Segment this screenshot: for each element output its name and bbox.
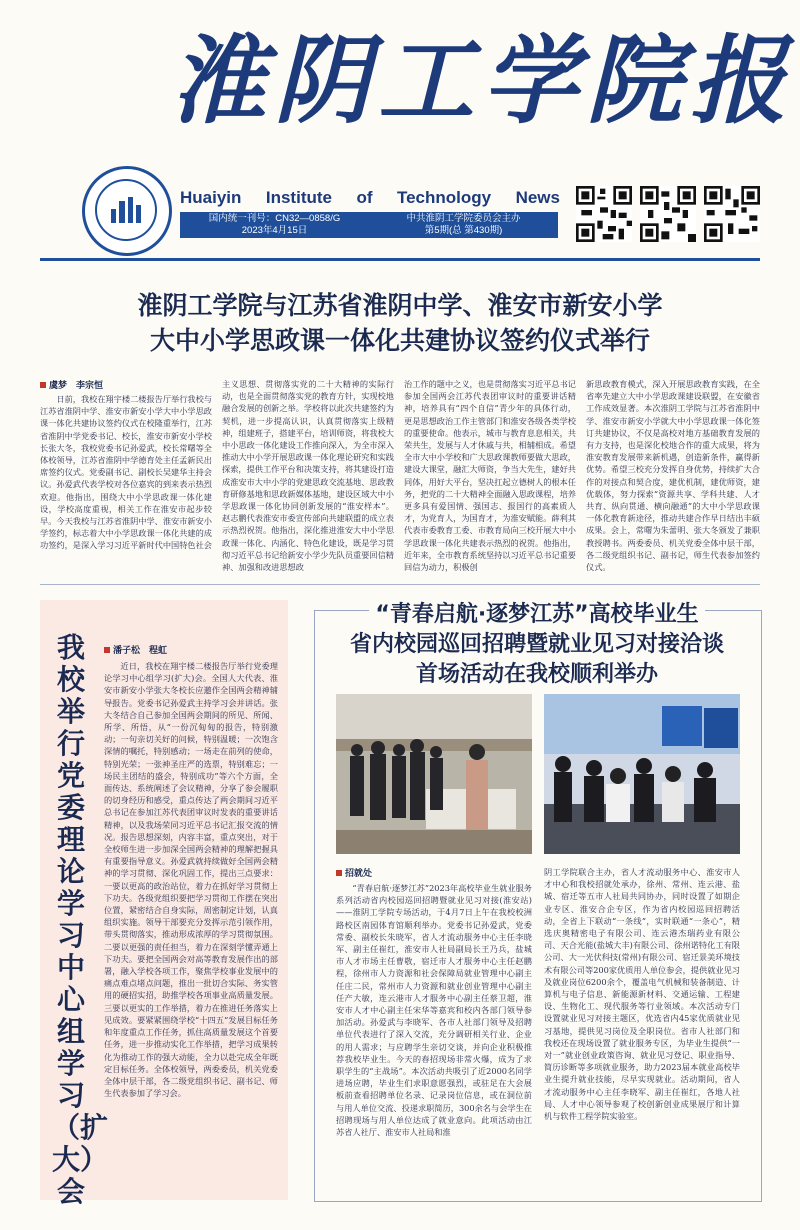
bullet-square-icon xyxy=(336,870,342,876)
masthead-english-name xyxy=(180,188,560,208)
article1-col1-text: 日前，我校在翔宇楼二楼报告厅举行我校与江苏省淮阴中学、淮安市新安小学大中小学思政课一体化共建协议签约仪式在校隆重举行，江苏省淮阴中学党委书记、校长，淮安市新安小学校长张大冬，我校党委书记孙爱武，校长常曙等全体校领导，江苏省淮阴中学德育处主任孟新民出席签约仪式。党委副书记、副校长吴建华主持会议。孙爱武代表学校对各位嘉宾的到来表示热烈欢迎。他指出，围绕大中小学思政课一体化建设，学校高度重视，相关工作在淮安市起步较早。今天我校与江苏省淮阴中学、淮安市新安小学签约，标志着大中小学思政课一体化共建的成功签约，是深入学习习近平新时代中国特色社会 xyxy=(40,394,212,551)
bullet-square-icon xyxy=(104,647,110,653)
masthead-en-word: of xyxy=(356,188,373,207)
issue-date: 2023年4月15日 xyxy=(241,225,308,236)
article3-headline-line: “青春启航·逐梦江苏”高校毕业生 xyxy=(369,600,704,630)
logo-emblem-icon xyxy=(95,179,157,241)
article1-column xyxy=(222,378,394,573)
masthead-divider xyxy=(40,258,760,261)
article1-byline xyxy=(40,378,103,391)
masthead-info-bar xyxy=(180,212,558,238)
article2-column xyxy=(104,660,278,1188)
job-fair-photo-1 xyxy=(336,694,532,854)
article1-column xyxy=(40,393,212,573)
university-logo xyxy=(82,166,172,256)
publisher: 中共淮阴工学院委员会主办 xyxy=(406,213,521,224)
qr-code-icon xyxy=(704,186,760,242)
masthead-en-word: Huaiyin xyxy=(180,188,242,207)
article2-vertical-title: 我校举行党委理论学习中心组学习（扩大）会 xyxy=(52,631,109,1208)
article1-column xyxy=(586,378,760,573)
article3-column xyxy=(544,866,740,1192)
article1-headline-line: 大中小学思政课一体化共建协议签约仪式举行 xyxy=(149,326,650,355)
article3-byline-text: 招就处 xyxy=(345,869,373,879)
article3-col1-text: “青春启航·逐梦江苏”2023年高校毕业生就业服务系列活动省内校园巡回招聘暨就业见习对接(淮安站)——淮阴工学院专场活动，于4月7日上午在我校校洲路校区南园体育馆顺利举办。党委书记孙爱武，党委常委、副校长朱晓军，省人才流动服务中心主任李晓军、副主任崔红，淮安市人社局副局长王乃兵，盐城市人才市场主任曹敬，宿迁市人才服务中心主任赵鹏程，徐州市人力资源和社会保障局就业管理中心副主任庄二民，常州市人力资源和就业创业管理中心副主任产大敏，连云港市人才服务中心副主任蔡卫超，淮安市人才中心副主任宋华等嘉宾和校内各部门领导参加活动。孙爱武与李晓军、各市人社部门领导及招聘单位代表进行了深入交流，充分调研相关行业、企业的用人需求；与应聘学生亲切交谈，并向企业积极推荐我校毕业生。今天的春招现场非常火爆，成为了求职学生的“主战场”。本次活动共吸引了近2000名同学进场应聘，毕业生们求职意愿强烈，或驻足在大会展板前查看招聘单位名录、记录岗位信息，或在洞位前与用人单位交流、投递求职简历，300余名与会学生在招聘现场与用人单位达成了就业意向。此项活动由江苏省人社厅、淮安市人社局和淮 xyxy=(336,883,532,1138)
article3-column xyxy=(336,882,532,1192)
issn-number: 国内统一刊号：CN32—0858/G xyxy=(208,213,341,224)
article1-col4-text: 新思政教育模式，深入开展思政教育实践，在全省率先建立大中小学思政课建设联盟，在安徽省工作成效显著。本次淮阴工学院与江苏省淮阴中学、淮安市新安小学就大中小学思政课一体化签订共建协议，不仅是高校对地方基础教育发展的有力支持，也是深化校地合作的重大成果，将为淮安教育发展带来新机遇，创造新条件，赢得新优势。希望三校充分发挥自身优势，持续扩大合作的对接点和契合度，建优机制，建优师资，建优载体，努力探索“资源共享、学科共建、人才共育、纵向贯通、横向融通”的大中小学思政课一体化教育新途径，推动共建合作早日结出丰硕成果。会上，常曙为朱蕾明、张大冬颁发了兼职教授聘书。两委委员、机关党委全体中层干部，各二级党组织书记、副书记，师生代表参加签约仪式。 xyxy=(586,379,760,573)
masthead-en-word: Institute xyxy=(265,188,332,207)
issue-number: 第5期(总 第430期) xyxy=(424,225,503,236)
article1-column xyxy=(404,378,576,573)
article3-headline xyxy=(314,600,760,690)
newspaper-masthead-title: 淮阴工学院报 xyxy=(170,24,794,137)
article1-headline-line: 淮阴工学院与江苏省淮阴中学、淮安市新安小学 xyxy=(137,291,663,320)
article1-col2-text: 主义思想、贯彻落实党的二十大精神的实际行动，也是全面贯彻落实党的教育方针，实现校地融合发展的创新之举。学校将以此次共建签约为契机，进一步提高认识，认真贯彻落实上级精神，组建班子，搭建平台，培训师资，将我校大中小思政一体化建设工作推向深入，为全市深入推动大中小学开展思政课一体化理论研究和实践探索，提供工作平台和决策支持，将其建设打造成淮安市大中小学的党建思政交流基地、思政教育研修基地和思政新媒体基地，建设区域大中小学思政课一体化协同创新发展的“淮安样本”。赵志鹏代表淮安市委宣传部向共建联盟的成立表示热烈祝贺。他指出，深化推进淮安大中小学思政课一体化、内涵化、特色化建设，既是学习贯彻习近平总书记给新安小学少先队员重要回信精神、加强和改进思想政 xyxy=(222,379,394,573)
article1-headline xyxy=(40,288,760,358)
article2-byline xyxy=(104,643,167,656)
qr-code-icon xyxy=(640,186,696,242)
job-fair-photo-2 xyxy=(544,694,740,854)
bullet-square-icon xyxy=(40,382,46,388)
qr-code-icon xyxy=(576,186,632,242)
article3-headline-line: 首场活动在我校顺利举办 xyxy=(415,662,658,687)
masthead-en-word: Technology xyxy=(396,188,492,207)
article3-byline xyxy=(336,866,372,879)
masthead-en-word: News xyxy=(515,188,560,207)
article3-col2-text: 阴工学院联合主办，省人才流动服务中心、淮安市人才中心和我校招就处承办，徐州、常州、连云港、盐城、宿迁等五市人社局共同协办，同时设置了如期企业专区、淮安合企专区，作为省内校园巡回招聘活动，全省上下联动“一条线”，实时联通“一条心”，精选庆奥精密电子有限公司、连云港杰瑞药业有限公司、天合光能(盐城大丰)有限公司、徐州诺特化工有限公司、大一光伏科技(常州)有限公司、宿迁景美环境技术有限公司等200家优质用人单位参会，提供就业见习及就业岗位6200余个，覆盖电气机械和装备制造、计算机与电子信息、新能源新材料、交通运输、工程建设、生物化工、现代服务等行业领域。本次活动专门设置就业见习对接主题区，优选省内45家优质就业见习基地，提供见习岗位及全职岗位。省市人社部门和我校还在现场设置了就业服务专区，为毕业生提供“一对一”就业创业政策咨询、就业见习登记、职业指导、简历诊断等多项就业服务，助力2023届本就业高校毕业生提升就业技能，尽早实现就业。活动期间，省人才流动服务中心主任李晓军、副主任崔红，各地人社局、人才中心领导参观了校创新创业成果展厅和计算机与软件工程学院实验室。 xyxy=(544,867,740,1122)
article3-headline-line: 省内校园巡回招聘暨就业见习对接洽谈 xyxy=(349,632,724,657)
article1-byline-text: 虞梦 李宗恒 xyxy=(49,381,104,391)
article2-byline-text: 潘子松 程虹 xyxy=(113,646,168,656)
article2-body-text: 近日，我校在翔宇楼二楼报告厅举行党委理论学习中心组学习(扩大)会。全国人大代表、淮安市新安小学张大冬校长应邀作全国两会精神辅导报告。党委书记孙爱武主持学习会并讲话。张大冬结合自己参加全国两会期间的所见、所闻、所学、所悟，从“一份沉甸甸的报告，特别激动；一句亲切关好的问候，特别温暖；一次饱含深情的嘱托，特别感动；一场走在前列的使命，特别光荣；一张神圣庄严的选票，特别难忘；一场民主团结的盛会，特别成功”等六个方面，全面传达、系统阐述了会议精神，分享了参会履职的切身经历和感受，重点传达了两会期间习近平总书记在参加江苏代表团审议时发表的重要讲话精神，以及我场荣同习近平总书记汇报交流的情况。报告思想深刻，内容丰富，重点突出，对于全校师生进一步加深全国两会精神的理解把握具有重要指导意义。孙爱武就持续做好全国两会精神的学习贯彻、深化巩固工作，提出三点要求：一要以更高的政治站位，着力在抓好学习贯彻上下功夫。各级党组织要把学习贯彻工作摆在突出位置，紧密结合自身实际，周密制定计划，认真组织实施。领导干部要充分发挥示范引领作用，带头贯彻落实，推动形成浓厚的学习贯彻氛围。二要以更强的责任担当，着力在深刻学懂弄通上下功夫。要把全国两会对高等教育发展作出的部署，融入学校各项工作，聚焦学校事业发展中的痛点难点堵点问题，推出一批切合实际、务实管用的硬招实招，助推学校各项事业高质量发展。三要以更实的工作举措，着力在推进任务落实上见成效。要紧紧围绕学校“十四五”发展目标任务和年度重点工作任务，抓住高质量发展这个首要任务，进一步推动实化工作举措，把学习成果转化为推动工作的强大动能，全力以赴完成全年既定目标任务。全体校领导，两委委员，机关党委全体中层干部，各二级党组织书记、副书记、师生代表参加了学习会。 xyxy=(104,661,278,1099)
section-divider xyxy=(40,584,760,585)
article1-col3-text: 治工作的题中之义，也是贯彻落实习近平总书记参加全国两会江苏代表团审议时的重要讲话精神，培养具有“四个自信”青少年的具体行动，更是思想政治工作主管部门和淮安各级各类学校的重要使命。他表示，城市与教育息息相关，共荣共生，发展与人才休戚与共，相辅相成。希望全市大中小学校和广大思政课教师要做大思政，建设大课堂，融汇大师资，争当大先生，建好共同体，用好大平台，坚决扛起立德树人的根本任务，把党的二十大精神全面融入思政课程，培养更多具有爱国情、强国志、报国行的高素质人才，为党育人，为国育才，为淮安赋能。薛利其代表市委教育工委、市教育局向三校开展大中小学思政课一体化共建表示热烈的祝贺。他指出，近年来，全市教育系统坚持以习近平总书记重要回信为动力，积极创 xyxy=(404,379,576,573)
